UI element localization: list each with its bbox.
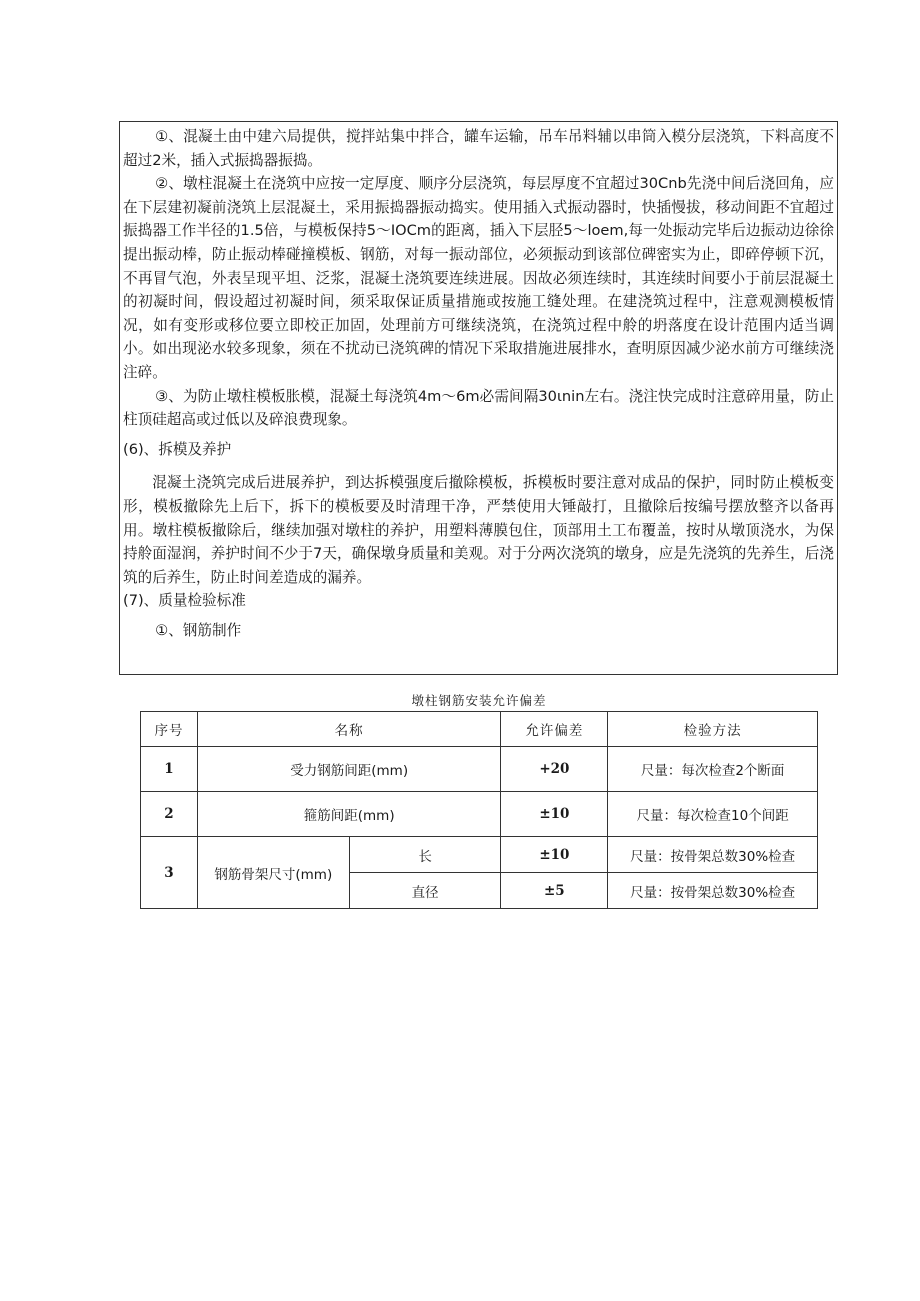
subheading-rebar: ①、钢筋制作 xyxy=(155,621,242,639)
row-no: 1 xyxy=(141,747,198,792)
header-name: 名称 xyxy=(197,712,501,747)
row-name: 箍筋间距(mm) xyxy=(197,792,501,837)
table-caption: 墩柱钢筋安装允许偏差 xyxy=(411,693,547,708)
header-method: 检验方法 xyxy=(608,712,818,747)
row-tolerance: ±10 xyxy=(501,837,608,873)
row-tolerance: +20 xyxy=(501,747,608,792)
row-tolerance: ±5 xyxy=(501,873,608,909)
table-row xyxy=(141,837,818,873)
row-method: 尺量：每次检查10个间距 xyxy=(608,792,818,837)
row-name: 钢筋骨架尺寸(mm) xyxy=(197,837,349,909)
row-method: 尺量：每次检查2个断面 xyxy=(608,747,818,792)
row-method: 尺量：按骨架总数30%检查 xyxy=(608,873,818,909)
header-no: 序号 xyxy=(141,712,198,747)
row-sub-label: 直径 xyxy=(349,873,501,909)
header-tolerance: 允许偏差 xyxy=(501,712,608,747)
paragraph-curing: 混凝土浇筑完成后进展养护，到达拆模强度后撤除模板，拆模板时要注意对成品的保护，同时防止模板变形，模板撤除先上后下，拆下的模板要及时清理干净，严禁使用大锤敲打，且撤除后按编号摆放整齐以备再用。墩柱模板撤除后，继续加强对墩柱的养护，用塑料薄膜包住，顶部用土工布覆盖，按时从墩顶浇水，为保持舲面湿润，养护时间不少于7天，确保墩身质量和美观。对于分两次浇筑的墩身，应是先浇筑的先养生，后浇筑的后养生，防止时间差造成的漏养。 xyxy=(123,474,834,586)
row-no: 3 xyxy=(141,837,198,909)
row-tolerance: ±10 xyxy=(501,792,608,837)
row-method: 尺量：按骨架总数30%检查 xyxy=(608,837,818,873)
paragraph-concrete-supply: ①、混凝土由中建六局提供，搅拌站集中拌合，罐车运输，吊车吊料辅以串筒入模分层浇筑，下料高度不超过2米，插入式振捣器振捣。 xyxy=(123,128,834,169)
tolerance-table xyxy=(140,711,818,909)
section-heading-quality: (7)、质量检验标准 xyxy=(123,592,246,610)
table-row xyxy=(141,747,818,792)
row-sub-label: 长 xyxy=(349,837,501,873)
section-heading-curing: (6)、拆模及养护 xyxy=(123,440,232,458)
row-name: 受力钢筋间距(mm) xyxy=(197,747,501,792)
text-box xyxy=(119,121,838,675)
paragraph-form-bulging: ③、为防止墩柱模板胀模，混凝土每浇筑4m～6m必需间隔30ιnin左右。浇注快完成时注意碎用量，防止柱顶硅超高或过低以及碎浪费现象。 xyxy=(123,387,834,429)
table-header-row xyxy=(141,712,818,747)
row-no: 2 xyxy=(141,792,198,837)
paragraph-layered-pouring: ②、墩柱混凝土在浇筑中应按一定厚度、顺序分层浇筑，每层厚度不宜超过30Cnb先浇中间后浇回角，应在下层建初凝前浇筑上层混凝土，采用振捣器振动捣实。使用插入式振动器时，快插慢拔，移动间距不宜超过振捣器工作半径的1.5倍，与模板保持5～IOCm的距离，插入下层胫5～loem,每一处振动完毕后边振动边徐徐提出振动棒，防止振动棒碰撞模板、钢筋，对每一振动部位，必须振动到该部位碑密实为止，即碎停顿下沉，不再冒气泡，外表呈现平坦、泛浆，混凝土浇筑要连续进展。因故必须连续时，其连续时间要小于前层混凝土的初凝时间，假设超过初凝时间，须采取保证质量措施或按施工缝处理。在建浇筑过程中，注意观测模板情况，如有变形或移位要立即校正加固，处理前方可继续浇筑，在浇筑过程中舲的坍落度在设计范围内适当调小。如出现泌水较多现象，须在不扰动已浇筑碑的情况下采取措施进展排水，查明原因减少泌水前方可继续浇注碎。 xyxy=(123,175,834,381)
table-row xyxy=(141,792,818,837)
